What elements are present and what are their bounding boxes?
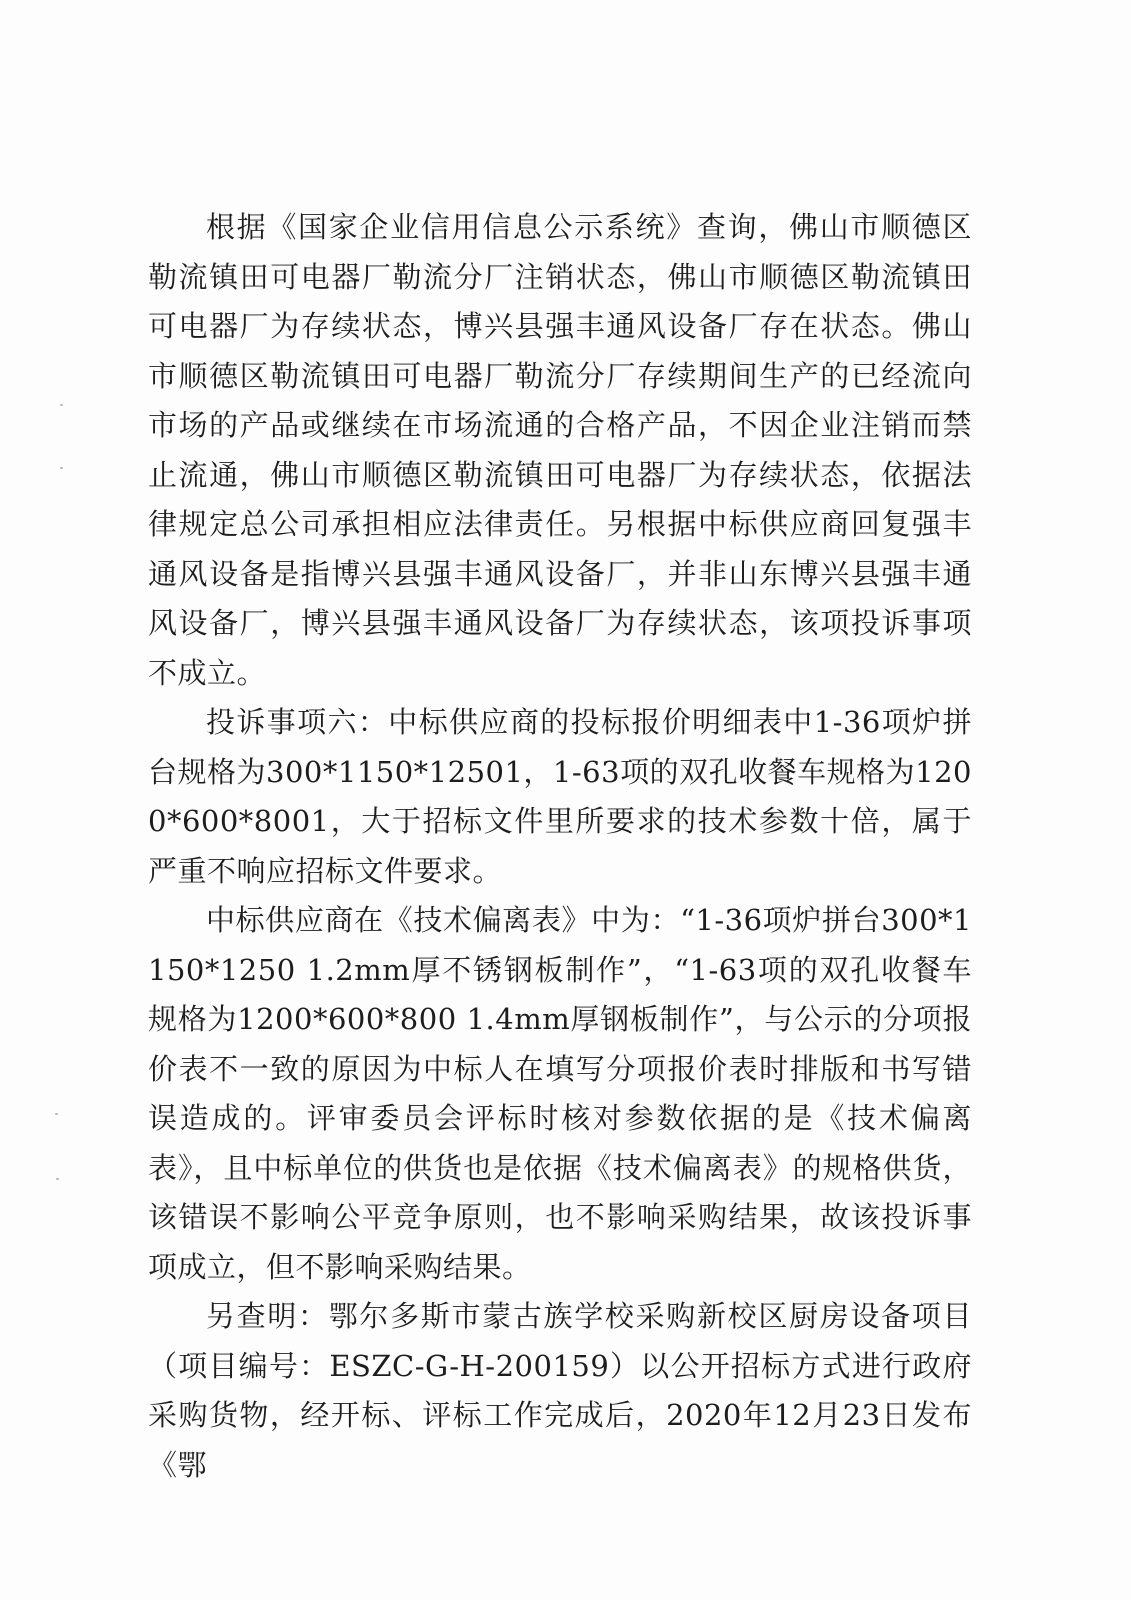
document-body <box>148 203 972 1490</box>
paragraph: 另查明：鄂尔多斯市蒙古族学校采购新校区厨房设备项目（项目编号：ESZC-G-H-200159）以公开招标方式进行政府采购货物，经开标、评标工作完成后，2020年12月23日发布《鄂 <box>148 1299 972 1482</box>
scan-speck <box>56 1178 59 1180</box>
paragraph: 投诉事项六：中标供应商的投标报价明细表中1-36项炉拼台规格为300*1150*12501，1-63项的双孔收餐车规格为1200*600*8001，大于招标文件里所要求的技术参数十倍，属于严重不响应招标文件要求。 <box>148 705 972 888</box>
paragraph: 根据《国家企业信用信息公示系统》查询，佛山市顺德区勒流镇田可电器厂勒流分厂注销状态，佛山市顺德区勒流镇田可电器厂为存续状态，博兴县强丰通风设备厂存在状态。佛山市顺德区勒流镇田可电器厂勒流分厂存续期间生产的已经流向市场的产品或继续在市场流通的合格产品，不因企业注销而禁止流通，佛山市顺德区勒流镇田可电器厂为存续状态，依据法律规定总公司承担相应法律责任。另根据中标供应商回复强丰通风设备是指博兴县强丰通风设备厂，并非山东博兴县强丰通风设备厂，博兴县强丰通风设备厂为存续状态，该项投诉事项不成立。 <box>148 210 972 690</box>
scan-speck <box>55 1113 58 1115</box>
scan-speck <box>60 404 63 406</box>
paragraph: 中标供应商在《技术偏离表》中为：“1-36项炉拼台300*1150*1250 1.2mm厚不锈钢板制作”，“1-63项的双孔收餐车规格为1200*600*800 1.4mm厚钢板制作”，与公示的分项报价表不一致的原因为中标人在填写分项报价表时排版和书写错误造成的。评审委员会评标时核对参数依据的是《技术偏离表》，且中标单位的供货也是依据《技术偏离表》的规格供货，该错误不影响公平竞争原则，也不影响采购结果，故该投诉事项成立，但不影响采购结果。 <box>148 903 972 1284</box>
scan-speck <box>60 467 63 469</box>
